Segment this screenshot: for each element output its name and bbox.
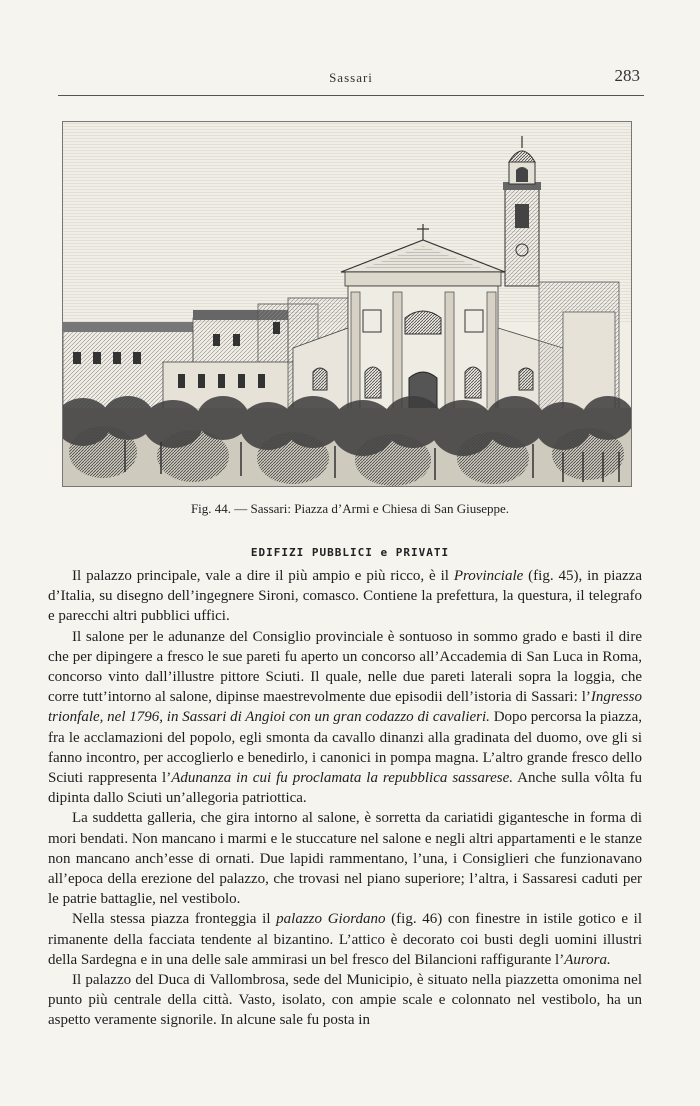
text-span: Il salone per le adunanze del Consiglio provinciale è sontuoso in sommo grado e basti il dire che per dipingere a fresco le sue pareti fu aperto un concorso all’Accademia di San Luca in Roma, concorso vinto dall’illustre pittore Sciuti. Il quale, nelle due pareti laterali sopra la loggia, che corre tutt’intorno al salone, dipinse maestrevolmente due episodii dell’istoria di Sassari: l’ [48,628,642,706]
italic-title: Ingresso trionfale, nel 1796, in Sassari di Angioi con un gran codazzo di cavalieri. [48,689,642,726]
tree-row [63,396,631,486]
text-span: Anche sulla vôlta fu dipinta dallo Sciuti un’allegoria patriottica. [48,770,643,807]
text-span: (fig. 45), in piazza d’Italia, su disegno dell’ingegnere Sironi, comasco. Contiene la prefettura, la questura, il telegrafo e parecchi altri pubblici uffici. [48,568,642,625]
page-number: 283 [614,66,640,85]
text-span: Il palazzo del Duca di Vallombrosa, sede del Municipio, è situato nella piazzetta omonima nel punto più centrale della città. Vasto, isolato, con ampie scale e colonnato nel vestibolo, ha un aspetto veramente signorile. In alcune sale fu posta in [48,972,642,1029]
body-text [48,566,642,1031]
engraving-illustration [63,122,631,486]
italic-title: palazzo Giordano [276,911,386,928]
page-header [58,62,644,88]
running-head: Sassari [329,70,373,85]
figure-caption: Fig. 44. — Sassari: Piazza d’Armi e Chiesa di San Giuseppe. [190,501,510,516]
italic-title: Adunanza in cui fu proclamata la repubblica sassarese. [171,770,514,787]
paragraph-1 [48,566,642,627]
paragraph-5 [48,970,642,1031]
header-rule [58,95,644,96]
section-heading: EDIFIZI PUBBLICI e PRIVATI [250,546,450,559]
text-span: Dopo percorsa la piazza, fra le acclamazioni del popolo, egli smonta da cavallo dinanzi alla gradinata del duomo, ove gli si fanno incontro, per accoglierlo e benedirlo, i canonici in pompa magna. L’altro grande fresco dello Sciuti rappresenta l’ [48,709,642,787]
text-span: (fig. 46) con finestre in istile gotico e il rimanente della facciata tendente al bizantino. L’attico è decorato coi busti degli uomini illustri della Sardegna e in una delle sale ammirasi un bel fresco del Bilancioni raffigurante l’ [48,911,642,968]
paragraph-4 [48,909,642,970]
italic-title: Aurora. [564,951,611,968]
italic-title: Provinciale [453,568,524,584]
figure-engraving [62,121,632,487]
text-span: Nella stessa piazza fronteggia il [72,911,277,928]
paragraph-2 [48,627,642,809]
text-span: Il palazzo principale, vale a dire il più ampio e più ricco, è il [72,568,454,584]
paragraph-3 [48,808,642,909]
text-span: La suddetta galleria, che gira intorno al salone, è sorretta da cariatidi gigantesche in forma di mori bendati. Non mancano i marmi e le stuccature nel salone e negli altri appartamenti e le stanze non mancano anch’esse di ornati. Due lapidi rammentano, l’una, i Consiglieri che funzionavano all’epoca della erezione del palazzo, che trovasi nel piano superiore; l’altra, i Sassaresi caduti per le patrie battaglie, nel vestibolo. [48,810,642,908]
